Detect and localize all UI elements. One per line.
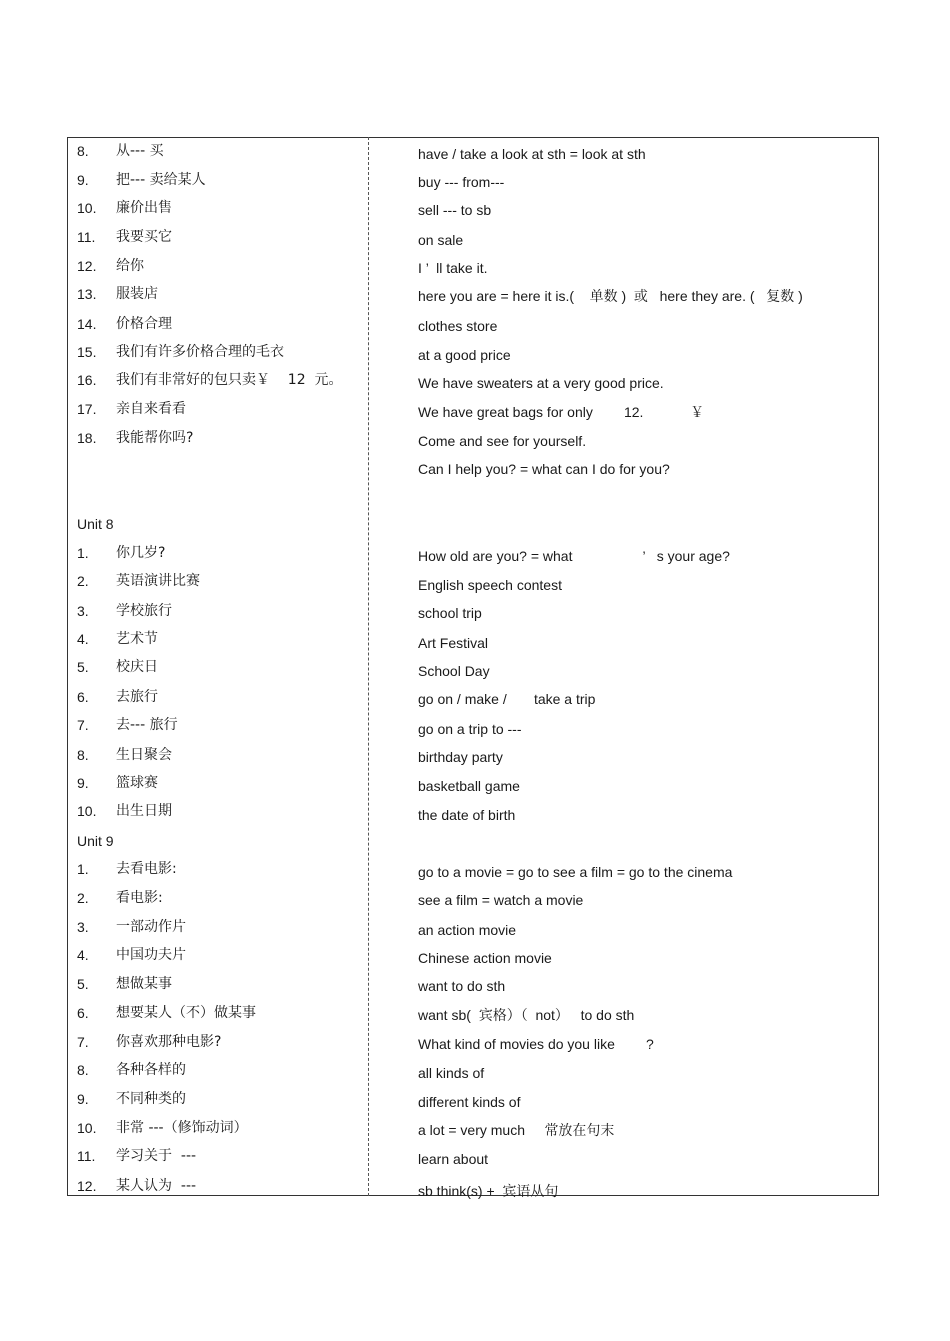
item-number: 3. [77,919,89,935]
chinese-phrase: 出生日期 [116,803,172,819]
chinese-phrase: 服装店 [116,286,158,302]
english-phrase: want to do sth [418,978,506,994]
item-number: 8. [77,747,89,763]
english-phrase: Chinese action movie [418,950,552,966]
chinese-phrase: 艺术节 [116,631,158,647]
english-phrase: here you are = here it is.( 单数 ) 或 here they are. ( 复数 ) [418,288,803,304]
item-number: 6. [77,689,89,705]
english-phrase: Can I help you? = what can I do for you? [418,461,670,477]
english-phrase: What kind of movies do you like ? [418,1036,654,1052]
unit-heading: Unit 9 [77,833,114,849]
chinese-phrase: 中国功夫片 [116,947,186,963]
chinese-phrase: 校庆日 [116,659,158,675]
english-phrase: sell --- to sb [418,202,492,218]
item-number: 9. [77,775,89,791]
item-number: 17. [77,401,97,417]
english-phrase: all kinds of [418,1065,485,1081]
english-phrase: Come and see for yourself. [418,433,587,449]
english-phrase: learn about [418,1151,489,1167]
item-number: 2. [77,573,89,589]
item-number: 2. [77,890,89,906]
english-phrase: go on / make / take a trip [418,691,596,707]
english-phrase: see a film = watch a movie [418,892,584,908]
item-number: 7. [77,1034,89,1050]
chinese-phrase: 学校旅行 [116,603,172,619]
chinese-phrase: 想要某人（不）做某事 [116,1005,256,1021]
chinese-phrase: 从--- 买 [116,143,164,159]
unit-heading: Unit 8 [77,516,114,532]
item-number: 11. [77,1148,96,1164]
english-phrase: sb think(s) + 宾语从句 [418,1183,559,1199]
column-divider [368,137,369,1196]
chinese-phrase: 我们有非常好的包只卖￥ 12 元。 [116,372,343,388]
item-number: 5. [77,976,89,992]
item-number: 18. [77,430,97,446]
chinese-phrase: 价格合理 [116,316,172,332]
english-phrase: the date of birth [418,807,516,823]
item-number: 5. [77,659,89,675]
chinese-phrase: 我能帮你吗? [116,430,194,446]
chinese-phrase: 我们有许多价格合理的毛衣 [116,344,284,360]
item-number: 10. [77,1120,97,1136]
chinese-phrase: 廉价出售 [116,200,172,216]
item-number: 14. [77,316,97,332]
item-number: 6. [77,1005,89,1021]
item-number: 10. [77,200,97,216]
english-phrase: English speech contest [418,577,562,593]
item-number: 16. [77,372,97,388]
chinese-phrase: 你喜欢那种电影? [116,1034,222,1050]
item-number: 9. [77,1091,89,1107]
english-phrase: basketball game [418,778,520,794]
item-number: 15. [77,344,97,360]
english-phrase: go to a movie = go to see a film = go to the cinema [418,864,733,880]
chinese-phrase: 英语演讲比赛 [116,573,200,589]
english-phrase: a lot = very much 常放在句末 [418,1122,615,1138]
english-phrase: different kinds of [418,1094,521,1110]
chinese-phrase: 去看电影: [116,861,177,877]
item-number: 1. [77,545,89,561]
item-number: 12. [77,1178,97,1194]
chinese-phrase: 给你 [116,258,144,274]
item-number: 8. [77,143,89,159]
english-phrase: an action movie [418,922,517,938]
item-number: 10. [77,803,97,819]
item-number: 4. [77,947,89,963]
chinese-phrase: 去--- 旅行 [116,717,178,733]
item-number: 4. [77,631,89,647]
english-phrase: go on a trip to --- [418,721,522,737]
english-phrase: We have great bags for only 12. ￥ [418,404,705,420]
english-phrase: buy --- from--- [418,174,505,190]
item-number: 11. [77,229,96,245]
english-phrase: I ’ ll take it. [418,260,488,276]
english-phrase: on sale [418,232,464,248]
english-phrase: School Day [418,663,490,679]
item-number: 7. [77,717,89,733]
item-number: 1. [77,861,89,877]
chinese-phrase: 非常 ---（修饰动词） [116,1120,248,1136]
item-number: 13. [77,286,97,302]
chinese-phrase: 某人认为 --- [116,1178,197,1194]
chinese-phrase: 各种各样的 [116,1062,186,1078]
chinese-phrase: 去旅行 [116,689,158,705]
chinese-phrase: 一部动作片 [116,919,186,935]
chinese-phrase: 学习关于 --- [116,1148,197,1164]
chinese-phrase: 亲自来看看 [116,401,186,417]
chinese-phrase: 想做某事 [116,976,172,992]
chinese-phrase: 篮球赛 [116,775,158,791]
chinese-phrase: 把--- 卖给某人 [116,172,206,188]
english-phrase: have / take a look at sth = look at sth [418,146,646,162]
english-phrase: Art Festival [418,635,489,651]
item-number: 12. [77,258,97,274]
item-number: 3. [77,603,89,619]
english-phrase: at a good price [418,347,511,363]
chinese-phrase: 看电影: [116,890,163,906]
english-phrase: want sb( 宾格）（ not） to do sth [418,1007,635,1023]
english-phrase: We have sweaters at a very good price. [418,375,664,391]
chinese-phrase: 不同种类的 [116,1091,186,1107]
item-number: 9. [77,172,89,188]
english-phrase: school trip [418,605,482,621]
chinese-phrase: 我要买它 [116,229,172,245]
chinese-phrase: 你几岁? [116,545,166,561]
english-phrase: clothes store [418,318,498,334]
item-number: 8. [77,1062,89,1078]
chinese-phrase: 生日聚会 [116,747,172,763]
english-phrase: birthday party [418,749,503,765]
english-phrase: How old are you? = what ’ s your age? [418,548,730,564]
